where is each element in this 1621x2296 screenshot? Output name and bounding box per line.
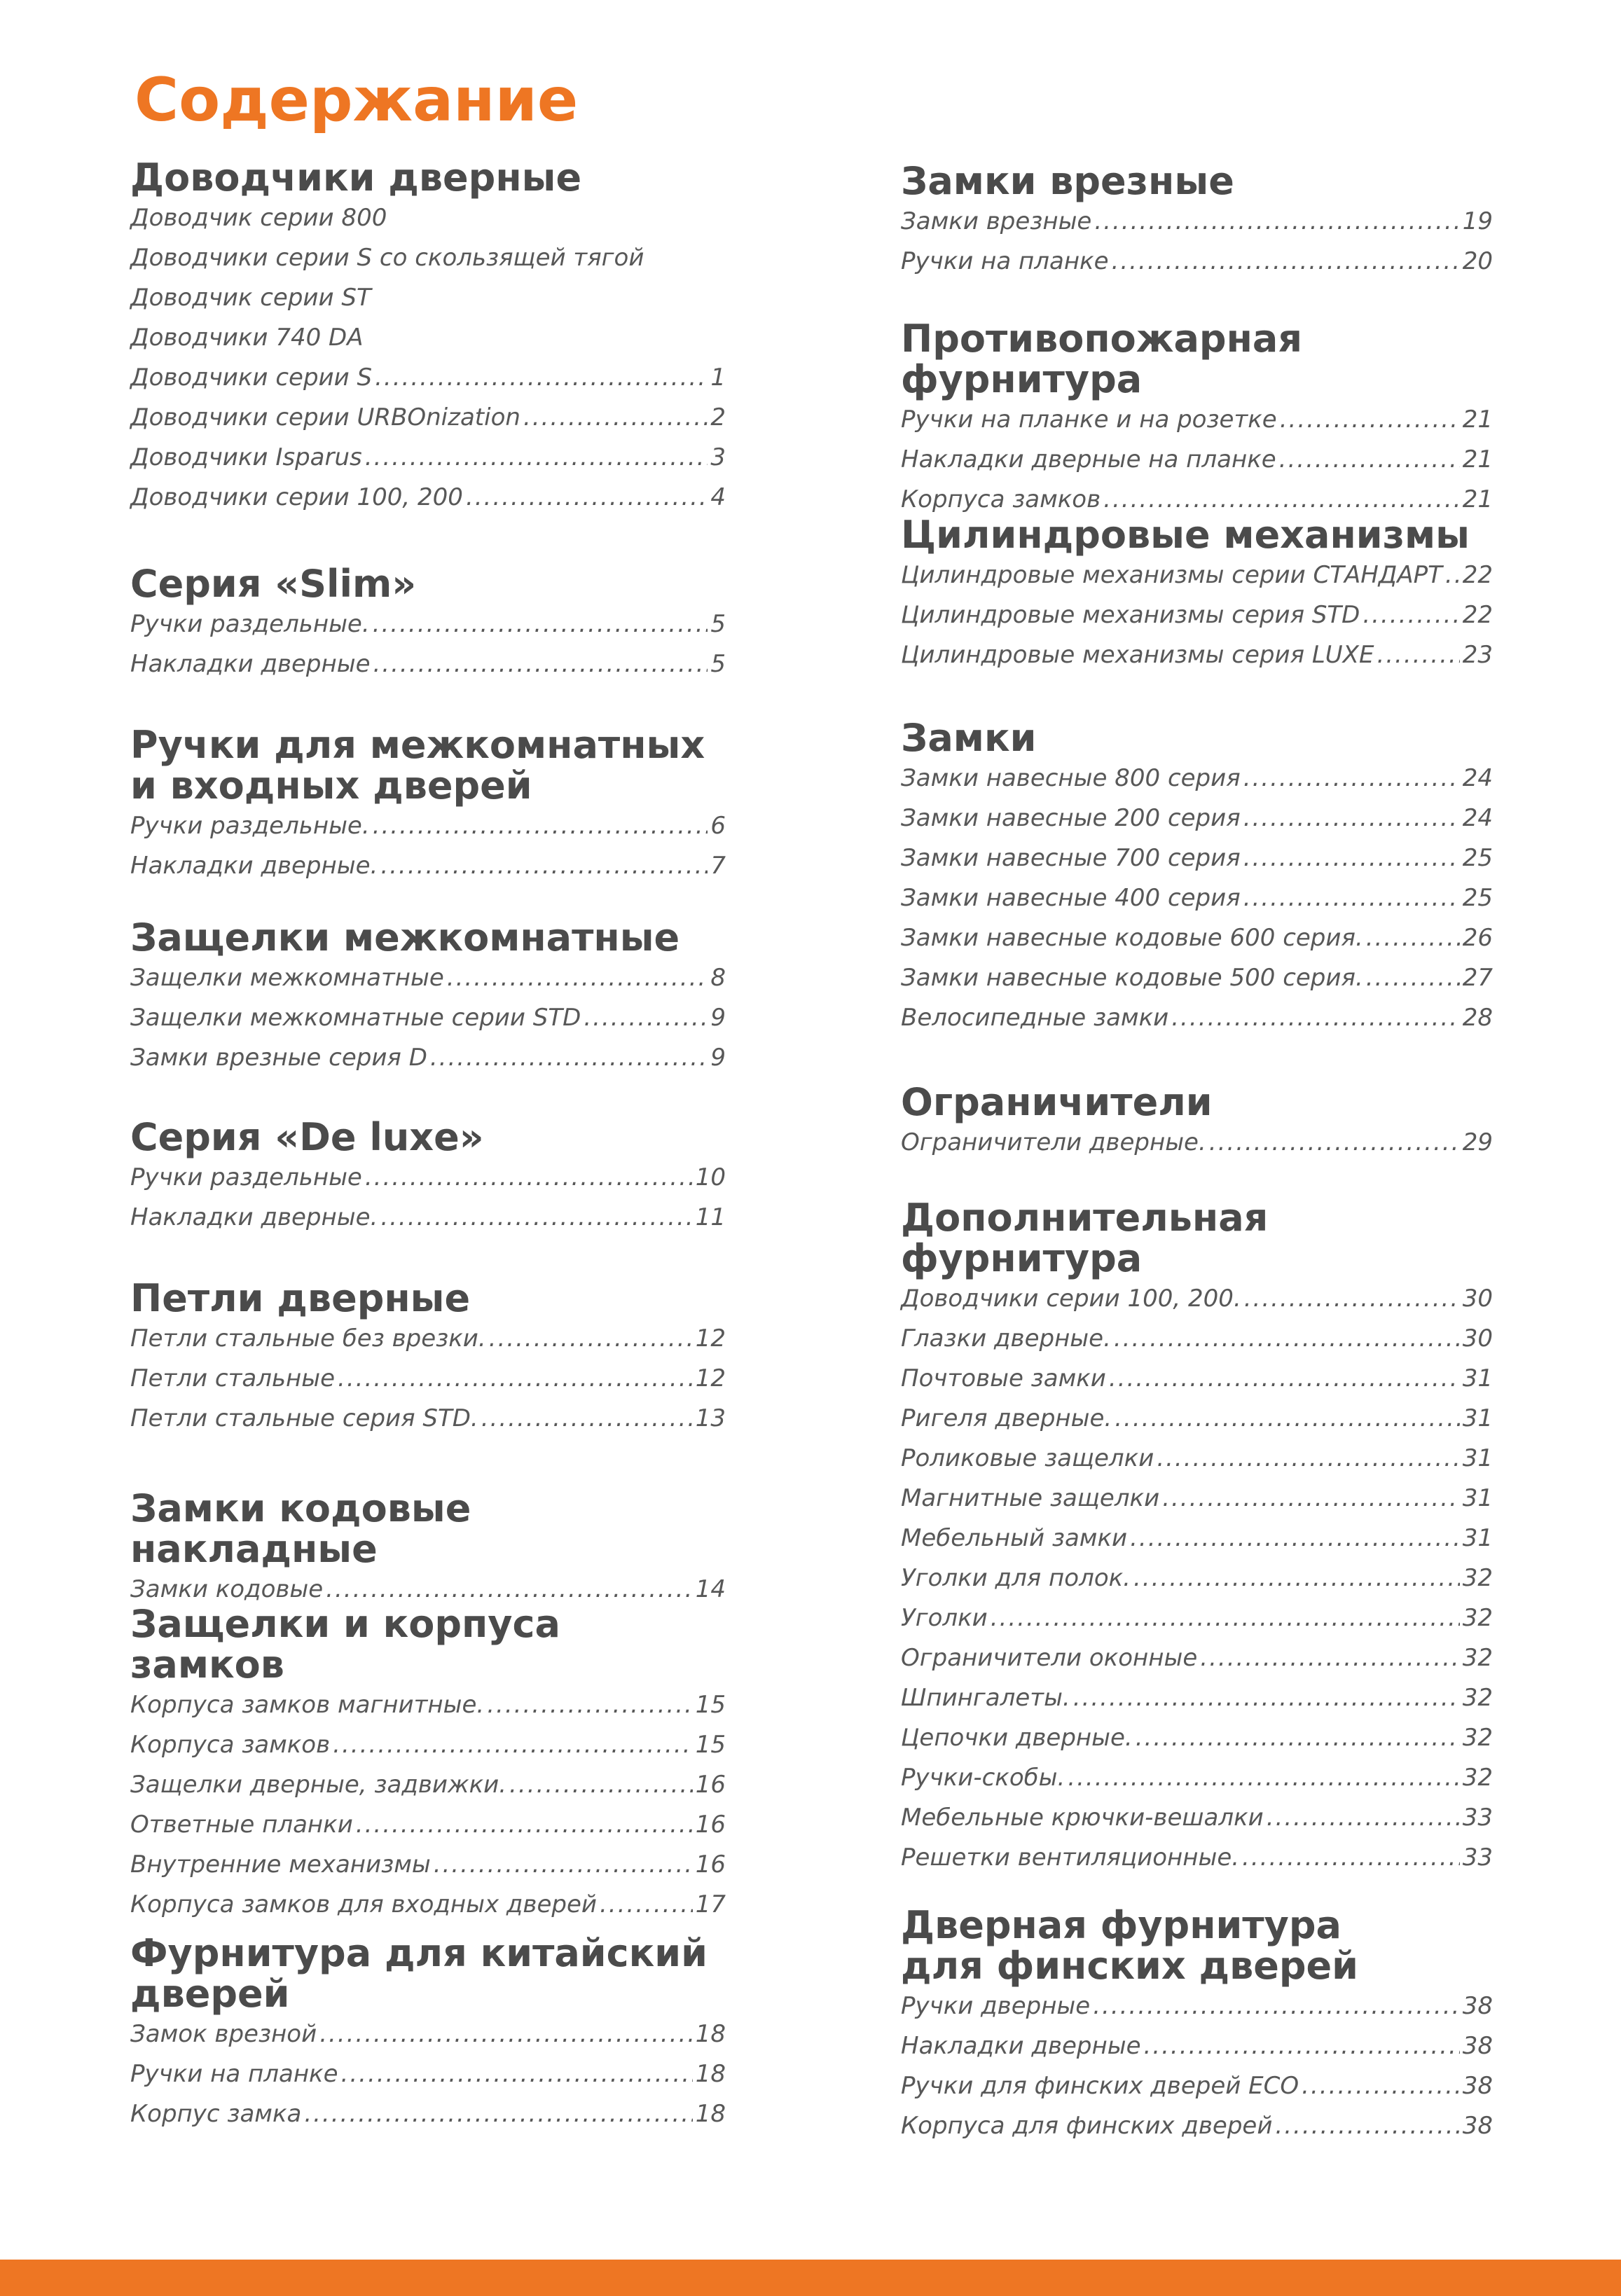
dot-leader — [1209, 1128, 1460, 1156]
section-heading: Ручки для межкомнатных и входных дверей — [130, 723, 705, 808]
toc-entry-label: Ручки раздельные. — [130, 610, 370, 638]
toc-entry-page-number: 30 — [1462, 1325, 1493, 1353]
toc-entry-label: Замки врезные серия D — [130, 1044, 427, 1072]
toc-entry-label: Ограничители оконные — [901, 1644, 1198, 1672]
toc-entry-label: Накладки дверные — [130, 650, 371, 678]
toc-entry-page-number: 38 — [1462, 2072, 1493, 2100]
toc-entry[interactable] — [130, 1163, 726, 1203]
dot-leader — [1377, 641, 1459, 669]
dot-leader — [1133, 1564, 1460, 1592]
dot-leader — [1103, 485, 1460, 513]
toc-entry[interactable] — [130, 1364, 726, 1404]
toc-section — [130, 725, 726, 892]
toc-entry-list — [901, 1128, 1493, 1168]
toc-entry[interactable] — [130, 1851, 726, 1890]
dot-leader — [991, 1604, 1460, 1632]
dot-leader — [1243, 884, 1460, 912]
section-heading: Цилиндровые механизмы — [901, 513, 1470, 557]
toc-entry[interactable] — [901, 924, 1493, 964]
dot-leader — [1243, 764, 1460, 792]
toc-entry-label: Внутренние механизмы — [130, 1851, 431, 1879]
toc-entry[interactable] — [901, 1564, 1493, 1604]
dot-leader — [1363, 601, 1459, 629]
dot-leader — [487, 1691, 692, 1719]
toc-entry-page-number: 30 — [1462, 1285, 1493, 1313]
dot-leader — [1093, 1992, 1460, 2020]
toc-entry[interactable] — [901, 764, 1493, 804]
dot-leader — [365, 1163, 693, 1191]
toc-entry-list — [901, 406, 1493, 525]
toc-entry[interactable] — [130, 1404, 726, 1444]
toc-entry-label: Накладки дверные — [901, 2032, 1141, 2060]
toc-entry[interactable] — [901, 1992, 1493, 2032]
toc-entry[interactable] — [901, 1604, 1493, 1644]
toc-entry-page-number: 25 — [1462, 844, 1493, 872]
toc-entry-list — [130, 2020, 726, 2140]
toc-entry-page-number: 32 — [1462, 1604, 1493, 1632]
toc-entry[interactable] — [901, 1724, 1493, 1764]
toc-entry-page-number: 33 — [1462, 1804, 1493, 1832]
dot-leader — [326, 1575, 693, 1603]
toc-entry[interactable] — [130, 1044, 726, 1084]
dot-leader — [1114, 1325, 1460, 1353]
dot-leader — [356, 1811, 693, 1839]
toc-entry-page-number: 16 — [695, 1771, 726, 1799]
toc-entry[interactable] — [901, 561, 1493, 601]
dot-leader — [1275, 2112, 1459, 2140]
toc-entry-page-number: 11 — [695, 1203, 726, 1231]
toc-entry[interactable] — [901, 1764, 1493, 1804]
toc-entry-label: Замки врезные — [901, 207, 1092, 235]
toc-entry-label: Замки навесные 200 серия — [901, 804, 1241, 832]
toc-section — [130, 1488, 726, 1615]
toc-entry[interactable] — [130, 204, 726, 244]
toc-entry[interactable] — [901, 1404, 1493, 1444]
dot-leader — [430, 1044, 708, 1072]
toc-entry-page-number: 18 — [695, 2060, 726, 2088]
toc-entry-page-number: 31 — [1462, 1524, 1493, 1552]
toc-entry[interactable] — [130, 403, 726, 443]
dot-leader — [481, 1404, 693, 1432]
toc-entry-label: Цилиндровые механизмы серии СТАНДАРТ — [901, 561, 1442, 589]
toc-entry-page-number: 21 — [1462, 485, 1493, 513]
dot-leader — [466, 483, 708, 511]
section-heading: Замки врезные — [901, 159, 1234, 203]
toc-entry-label: Замки навесные 700 серия — [901, 844, 1241, 872]
toc-entry-list — [901, 561, 1493, 681]
toc-entry-page-number: 12 — [695, 1364, 726, 1392]
toc-section — [901, 515, 1493, 681]
toc-entry-page-number: 13 — [695, 1404, 726, 1432]
dot-leader — [523, 403, 708, 431]
toc-entry-page-number: 17 — [695, 1890, 726, 1918]
toc-entry[interactable] — [130, 1731, 726, 1771]
toc-section — [130, 155, 726, 523]
dot-leader — [341, 2060, 693, 2088]
toc-entry-label: Велосипедные замки — [901, 1004, 1169, 1032]
toc-entry[interactable] — [901, 601, 1493, 641]
toc-entry[interactable] — [901, 964, 1493, 1004]
toc-entry-page-number: 38 — [1462, 2032, 1493, 2060]
toc-entry[interactable] — [901, 2032, 1493, 2072]
toc-entry-label: Петли стальные без врезки. — [130, 1325, 486, 1353]
toc-entry-label: Корпуса замков магнитные. — [130, 1691, 485, 1719]
toc-entry-label: Ригеля дверные. — [901, 1404, 1112, 1432]
toc-entry-page-number: 20 — [1462, 247, 1493, 275]
toc-entry-label: Цилиндровые механизмы серия STD — [901, 601, 1360, 629]
dot-leader — [1068, 1764, 1459, 1792]
dot-leader — [333, 1731, 693, 1759]
toc-entry[interactable] — [901, 2072, 1493, 2112]
toc-entry[interactable] — [901, 406, 1493, 445]
toc-entry-label: Доводчики серии URBOnization — [130, 403, 520, 431]
toc-entry-page-number: 1 — [710, 364, 726, 392]
toc-entry-page-number: 21 — [1462, 406, 1493, 434]
dot-leader — [375, 364, 708, 392]
toc-entry-label: Замки навесные кодовые 600 серия. — [901, 924, 1363, 952]
dot-leader — [1302, 2072, 1460, 2100]
toc-entry-page-number: 9 — [710, 1004, 726, 1032]
toc-entry-label: Доводчик серии ST — [130, 284, 371, 312]
dot-leader — [1280, 406, 1460, 434]
toc-entry-page-number: 22 — [1462, 561, 1493, 589]
toc-entry[interactable] — [130, 2020, 726, 2060]
toc-entry-page-number: 31 — [1462, 1484, 1493, 1512]
toc-entry[interactable] — [130, 1691, 726, 1731]
section-heading: Серия «Slim» — [130, 562, 417, 606]
toc-entry-page-number: 18 — [695, 2020, 726, 2048]
dot-leader — [1366, 924, 1460, 952]
toc-entry[interactable] — [130, 964, 726, 1004]
dot-leader — [380, 1203, 692, 1231]
toc-entry-page-number: 7 — [710, 852, 726, 880]
toc-entry-page-number: 31 — [1462, 1404, 1493, 1432]
toc-entry-label: Доводчики 740 DA — [130, 324, 364, 352]
section-heading: Замки кодовые накладные — [130, 1486, 471, 1571]
toc-entry-page-number: 32 — [1462, 1724, 1493, 1752]
dot-leader — [304, 2100, 692, 2128]
dot-leader — [373, 650, 708, 678]
dot-leader — [380, 852, 708, 880]
toc-entry-page-number: 31 — [1462, 1364, 1493, 1392]
toc-entry-label: Защелки межкомнатные серии STD — [130, 1004, 581, 1032]
toc-entry-list — [901, 1285, 1493, 1883]
toc-entry[interactable] — [901, 207, 1493, 247]
section-heading: Доводчики дверные — [130, 155, 582, 200]
dot-leader — [1162, 1484, 1460, 1512]
toc-entry-label: Мебельный замки — [901, 1524, 1128, 1552]
toc-entry-label: Ручки на планке и на розетке — [901, 406, 1277, 434]
toc-entry-page-number: 28 — [1462, 1004, 1493, 1032]
dot-leader — [1130, 1524, 1460, 1552]
toc-entry-list — [130, 204, 726, 523]
toc-section — [901, 718, 1493, 1044]
footer-accent-bar — [0, 2260, 1621, 2296]
toc-entry[interactable] — [901, 1444, 1493, 1484]
toc-entry-label: Петли стальные серия STD. — [130, 1404, 478, 1432]
toc-entry-label: Корпуса замков — [130, 1731, 331, 1759]
toc-entry-label: Накладки дверные на планке — [901, 445, 1276, 473]
toc-entry[interactable] — [130, 2060, 726, 2100]
toc-entry[interactable] — [130, 2100, 726, 2140]
toc-entry-label: Накладки дверные. — [130, 1203, 378, 1231]
toc-entry-label: Доводчики Isparus — [130, 443, 362, 471]
toc-entry-label: Ручки для финских дверей ECO — [901, 2072, 1299, 2100]
toc-entry[interactable] — [901, 1364, 1493, 1404]
toc-entry-page-number: 22 — [1462, 601, 1493, 629]
toc-entry[interactable] — [901, 641, 1493, 681]
toc-entry[interactable] — [130, 284, 726, 324]
toc-entry-label: Ограничители дверные. — [901, 1128, 1206, 1156]
page-title: Содержание — [134, 65, 579, 135]
toc-entry-list — [901, 1992, 1493, 2152]
toc-entry-page-number: 38 — [1462, 1992, 1493, 2020]
toc-entry-list — [130, 1325, 726, 1444]
toc-section — [130, 564, 726, 690]
toc-entry[interactable] — [130, 1890, 726, 1930]
toc-entry-page-number: 27 — [1462, 964, 1493, 992]
dot-leader — [1267, 1804, 1460, 1832]
toc-entry-page-number: 29 — [1462, 1128, 1493, 1156]
toc-entry-page-number: 3 — [710, 443, 726, 471]
toc-entry[interactable] — [130, 364, 726, 403]
toc-entry-list — [901, 764, 1493, 1044]
section-heading: Серия «De luxe» — [130, 1115, 484, 1159]
section-heading: Дополнительная фурнитура — [901, 1196, 1269, 1280]
toc-entry-page-number: 16 — [695, 1811, 726, 1839]
toc-entry-label: Почтовые замки — [901, 1364, 1106, 1392]
toc-entry-label: Глазки дверные. — [901, 1325, 1111, 1353]
toc-entry-page-number: 32 — [1462, 1564, 1493, 1592]
toc-section — [130, 1278, 726, 1444]
toc-entry-page-number: 25 — [1462, 884, 1493, 912]
toc-entry[interactable] — [130, 244, 726, 284]
toc-entry[interactable] — [901, 804, 1493, 844]
dot-leader — [489, 1325, 693, 1353]
toc-entry[interactable] — [130, 1771, 726, 1811]
toc-entry-label: Корпуса для финских дверей — [901, 2112, 1273, 2140]
toc-entry-page-number: 24 — [1462, 764, 1493, 792]
toc-section — [901, 1905, 1493, 2152]
toc-entry-page-number: 16 — [695, 1851, 726, 1879]
toc-entry[interactable] — [130, 812, 726, 852]
toc-entry-label: Цепочки дверные. — [901, 1724, 1133, 1752]
toc-entry-list — [130, 964, 726, 1084]
dot-leader — [1073, 1684, 1460, 1712]
toc-entry-page-number: 33 — [1462, 1844, 1493, 1872]
dot-leader — [600, 1890, 693, 1918]
toc-section — [130, 1604, 726, 1930]
toc-entry-label: Уголки — [901, 1604, 988, 1632]
section-heading: Противопожарная фурнитура — [901, 317, 1303, 401]
dot-leader — [1109, 1364, 1460, 1392]
dot-leader — [1112, 247, 1460, 275]
toc-entry-page-number: 38 — [1462, 2112, 1493, 2140]
toc-entry[interactable] — [130, 650, 726, 690]
toc-entry-label: Магнитные защелки — [901, 1484, 1160, 1512]
dot-leader — [1115, 1404, 1460, 1432]
toc-entry[interactable] — [130, 1811, 726, 1851]
toc-entry-page-number: 32 — [1462, 1684, 1493, 1712]
dot-leader — [509, 1771, 693, 1799]
toc-entry-page-number: 2 — [710, 403, 726, 431]
toc-entry-label: Шпингалеты. — [901, 1684, 1070, 1712]
dot-leader — [1242, 1844, 1460, 1872]
toc-entry[interactable] — [901, 1644, 1493, 1684]
toc-entry-page-number: 8 — [710, 964, 726, 992]
toc-entry-page-number: 19 — [1462, 207, 1493, 235]
dot-leader — [584, 1004, 708, 1032]
toc-entry-label: Роликовые защелки — [901, 1444, 1154, 1472]
toc-entry[interactable] — [130, 324, 726, 364]
toc-entry-label: Ручки на планке — [901, 247, 1109, 275]
toc-entry-page-number: 12 — [695, 1325, 726, 1353]
toc-entry[interactable] — [130, 1325, 726, 1364]
toc-entry[interactable] — [130, 1203, 726, 1243]
toc-entry-label: Замок врезной — [130, 2020, 317, 2048]
toc-entry-page-number: 26 — [1462, 924, 1493, 952]
section-heading: Защелки межкомнатные — [130, 915, 680, 960]
toc-entry-page-number: 18 — [695, 2100, 726, 2128]
toc-entry[interactable] — [901, 1524, 1493, 1564]
toc-entry[interactable] — [130, 1004, 726, 1044]
dot-leader — [1136, 1724, 1460, 1752]
toc-entry-page-number: 15 — [695, 1731, 726, 1759]
toc-entry-label: Цилиндровые механизмы серия LUXE — [901, 641, 1374, 669]
toc-entry[interactable] — [901, 1325, 1493, 1364]
toc-entry[interactable] — [130, 443, 726, 483]
dot-leader — [1279, 445, 1460, 473]
toc-entry-page-number: 6 — [710, 812, 726, 840]
toc-entry-label: Ручки на планке — [130, 2060, 338, 2088]
dot-leader — [1243, 844, 1460, 872]
dot-leader — [1243, 804, 1460, 832]
toc-entry-label: Корпуса замков — [901, 485, 1101, 513]
toc-entry-label: Петли стальные — [130, 1364, 336, 1392]
toc-entry-label: Защелки межкомнатные — [130, 964, 444, 992]
dot-leader — [1200, 1644, 1459, 1672]
toc-entry-label: Ответные планки — [130, 1811, 353, 1839]
dot-leader — [1445, 561, 1460, 589]
dot-leader — [365, 443, 708, 471]
toc-section — [901, 161, 1493, 287]
toc-entry[interactable] — [901, 445, 1493, 485]
toc-entry[interactable] — [901, 1128, 1493, 1168]
toc-entry-list — [130, 610, 726, 690]
toc-entry-page-number: 5 — [710, 610, 726, 638]
toc-entry-label: Корпус замка — [130, 2100, 302, 2128]
toc-entry-page-number: 21 — [1462, 445, 1493, 473]
dot-leader — [373, 812, 708, 840]
toc-entry-list — [130, 1691, 726, 1930]
toc-section — [130, 1117, 726, 1243]
toc-entry-page-number: 31 — [1462, 1444, 1493, 1472]
toc-entry[interactable] — [901, 1004, 1493, 1044]
section-heading: Фурнитура для китайский дверей — [130, 1931, 708, 2016]
toc-entry-page-number: 15 — [695, 1691, 726, 1719]
toc-entry[interactable] — [130, 610, 726, 650]
toc-entry-label: Накладки дверные. — [130, 852, 378, 880]
toc-entry[interactable] — [901, 247, 1493, 287]
toc-entry-label: Защелки дверные, задвижки. — [130, 1771, 507, 1799]
toc-entry[interactable] — [901, 844, 1493, 884]
section-heading: Ограничители — [901, 1080, 1213, 1124]
toc-entry-page-number: 5 — [710, 650, 726, 678]
toc-entry-label: Решетки вентиляционные. — [901, 1844, 1240, 1872]
toc-section — [130, 1933, 726, 2140]
toc-entry-page-number: 32 — [1462, 1644, 1493, 1672]
toc-entry[interactable] — [901, 1804, 1493, 1844]
toc-entry-label: Ручки дверные — [901, 1992, 1091, 2020]
toc-section — [901, 319, 1493, 525]
toc-entry-page-number: 23 — [1462, 641, 1493, 669]
toc-section — [901, 1082, 1493, 1168]
toc-entry[interactable] — [901, 1844, 1493, 1883]
section-heading: Дверная фурнитура для финских дверей — [901, 1903, 1359, 1988]
toc-entry-label: Замки кодовые — [130, 1575, 324, 1603]
toc-entry-label: Замки навесные 400 серия — [901, 884, 1241, 912]
toc-entry-label: Доводчики серии S со скользящей тягой — [130, 244, 644, 272]
section-heading: Замки — [901, 716, 1037, 760]
toc-entry-label: Доводчики серии S — [130, 364, 373, 392]
toc-entry-label: Замки навесные кодовые 500 серия. — [901, 964, 1363, 992]
dot-leader — [434, 1851, 693, 1879]
toc-entry[interactable] — [901, 2112, 1493, 2152]
dot-leader — [1144, 2032, 1460, 2060]
toc-section — [130, 915, 726, 1084]
toc-entry-list — [130, 812, 726, 892]
toc-entry-label: Доводчики серии 100, 200. — [901, 1285, 1241, 1313]
dot-leader — [1171, 1004, 1460, 1032]
toc-entry-list — [901, 207, 1493, 287]
toc-entry-page-number: 4 — [710, 483, 726, 511]
toc-entry[interactable] — [901, 1484, 1493, 1524]
toc-entry-label: Доводчики серии 100, 200 — [130, 483, 463, 511]
toc-entry[interactable] — [130, 483, 726, 523]
toc-entry[interactable] — [901, 1285, 1493, 1325]
dot-leader — [1366, 964, 1460, 992]
toc-entry-label: Уголки для полок. — [901, 1564, 1131, 1592]
dot-leader — [1157, 1444, 1459, 1472]
section-heading: Петли дверные — [130, 1276, 471, 1320]
toc-section — [901, 1198, 1493, 1883]
dot-leader — [1244, 1285, 1460, 1313]
toc-entry-page-number: 24 — [1462, 804, 1493, 832]
dot-leader — [338, 1364, 693, 1392]
toc-entry-label: Корпуса замков для входных дверей — [130, 1890, 597, 1918]
dot-leader — [447, 964, 708, 992]
toc-entry-label: Ручки раздельные. — [130, 812, 370, 840]
toc-entry[interactable] — [901, 1684, 1493, 1724]
toc-entry[interactable] — [130, 852, 726, 892]
toc-entry-label: Мебельные крючки-вешалки — [901, 1804, 1264, 1832]
toc-entry-label: Замки навесные 800 серия — [901, 764, 1241, 792]
toc-entry-page-number: 32 — [1462, 1764, 1493, 1792]
toc-entry-label: Ручки-скобы. — [901, 1764, 1065, 1792]
dot-leader — [1094, 207, 1459, 235]
dot-leader — [373, 610, 708, 638]
toc-entry[interactable] — [901, 884, 1493, 924]
dot-leader — [319, 2020, 693, 2048]
toc-entry-label: Доводчик серии 800 — [130, 204, 387, 232]
toc-entry-list — [130, 1163, 726, 1243]
toc-entry-page-number: 10 — [695, 1163, 726, 1191]
toc-entry-page-number: 9 — [710, 1044, 726, 1072]
toc-entry-label: Ручки раздельные — [130, 1163, 362, 1191]
toc-entry-page-number: 14 — [695, 1575, 726, 1603]
section-heading: Защелки и корпуса замков — [130, 1602, 560, 1687]
